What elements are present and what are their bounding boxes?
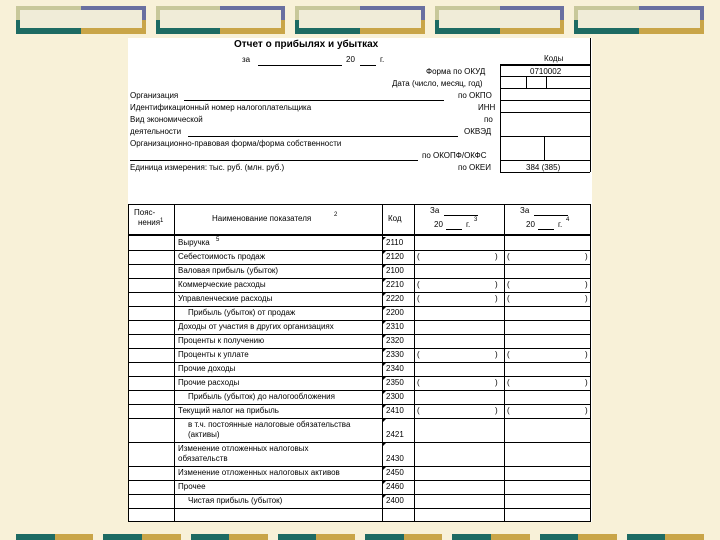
row-name: Выручка <box>178 238 210 247</box>
hdr-name-sup: 2 <box>334 212 338 218</box>
org-label: Организация <box>130 91 179 100</box>
value-cell-period1[interactable] <box>415 320 503 334</box>
value-cell-period2[interactable] <box>505 362 593 376</box>
paren-open: ( <box>507 350 510 359</box>
row-name: Прочее <box>178 482 206 491</box>
row-code: 2210 <box>386 280 404 289</box>
row-name: в т.ч. постоянные налоговые обязательства <box>188 420 351 429</box>
row-code: 2120 <box>386 252 404 261</box>
value-cell-period1[interactable] <box>415 404 503 418</box>
inn-label: Идентификационный номер налогоплательщика <box>130 103 312 112</box>
code-label-po: по <box>484 115 493 124</box>
value-cell-period2[interactable] <box>505 250 593 264</box>
code-label-inn: ИНН <box>478 103 496 112</box>
period-year-suffix: г. <box>380 55 385 64</box>
codes-header: Коды <box>544 54 564 63</box>
row-code: 2400 <box>386 496 404 505</box>
row-code: 2110 <box>386 238 404 247</box>
code-label-okei: по ОКЕИ <box>458 163 491 172</box>
paren-open: ( <box>507 252 510 261</box>
paren-open: ( <box>417 280 420 289</box>
value-cell-period2[interactable] <box>505 278 593 292</box>
code-tick-mark <box>383 405 386 408</box>
paren-close: ) <box>495 280 498 289</box>
value-cell-period2[interactable] <box>505 320 593 334</box>
value-cell-period2[interactable] <box>505 442 593 466</box>
report-form <box>128 38 592 522</box>
legal-form-label: Организационно-правовая форма/форма собственности <box>130 139 342 148</box>
value-cell-period1[interactable] <box>415 390 503 404</box>
code-tick-mark <box>383 279 386 282</box>
hdr-pos-2: нения <box>138 218 161 227</box>
code-tick-mark <box>383 237 386 240</box>
row-name-line2: обязательств <box>178 454 228 463</box>
hdr-p1-sup: 3 <box>474 217 478 223</box>
code-tick-mark <box>383 377 386 380</box>
paren-open: ( <box>417 350 420 359</box>
hdr-p1-g: г. <box>466 220 471 229</box>
paren-close: ) <box>585 378 588 387</box>
row-code: 2200 <box>386 308 404 317</box>
paren-close: ) <box>585 252 588 261</box>
row-code: 2460 <box>386 482 404 491</box>
code-label-okpo: по ОКПО <box>458 91 492 100</box>
code-tick-mark <box>383 307 386 310</box>
value-cell-period2[interactable] <box>505 480 593 494</box>
row-name: Прибыль (убыток) до налогообложения <box>188 392 335 401</box>
paren-close: ) <box>585 406 588 415</box>
paren-open: ( <box>417 378 420 387</box>
row-name: Чистая прибыль (убыток) <box>188 496 283 505</box>
row-code: 2320 <box>386 336 404 345</box>
value-cell-period1[interactable] <box>415 250 503 264</box>
row-code: 2220 <box>386 294 404 303</box>
value-cell-period1[interactable] <box>415 418 503 442</box>
row-code: 2330 <box>386 350 404 359</box>
paren-close: ) <box>495 350 498 359</box>
value-cell-period2[interactable] <box>505 292 593 306</box>
hdr-p2-g: г. <box>558 220 563 229</box>
code-tick-mark <box>383 419 386 422</box>
row-name: Проценты к уплате <box>178 350 249 359</box>
value-cell-period1[interactable] <box>415 466 503 480</box>
row-name: Проценты к получению <box>178 336 265 345</box>
period-year-prefix: 20 <box>346 55 355 64</box>
code-tick-mark <box>383 265 386 268</box>
paren-close: ) <box>495 406 498 415</box>
row-code: 2300 <box>386 392 404 401</box>
top-decoration <box>16 6 704 34</box>
row-name-line2: (активы) <box>188 430 220 439</box>
value-cell-period2[interactable] <box>505 466 593 480</box>
paren-open: ( <box>417 252 420 261</box>
paren-close: ) <box>585 294 588 303</box>
value-cell-period1[interactable] <box>415 278 503 292</box>
value-cell-period1[interactable] <box>415 306 503 320</box>
paren-open: ( <box>507 280 510 289</box>
value-cell-period1[interactable] <box>415 236 503 250</box>
row-code: 2310 <box>386 322 404 331</box>
row-name: Управленческие расходы <box>178 294 273 303</box>
value-cell-period2[interactable] <box>505 404 593 418</box>
row-code: 2410 <box>386 406 404 415</box>
row-name-sup: 5 <box>216 237 220 243</box>
code-tick-mark <box>383 349 386 352</box>
row-name: Текущий налог на прибыль <box>178 406 279 415</box>
paren-open: ( <box>507 406 510 415</box>
paren-open: ( <box>417 294 420 303</box>
bottom-decoration <box>16 534 704 540</box>
paren-open: ( <box>417 406 420 415</box>
row-code: 2350 <box>386 378 404 387</box>
code-tick-mark <box>383 363 386 366</box>
decor-block <box>16 6 146 34</box>
units-label: Единица измерения: тыс. руб. (млн. руб.) <box>130 163 285 172</box>
code-label-okved: ОКВЭД <box>464 127 492 136</box>
row-name: Валовая прибыль (убыток) <box>178 266 279 275</box>
value-cell-period1[interactable] <box>415 442 503 466</box>
period-za: за <box>242 55 251 64</box>
code-tick-mark <box>383 391 386 394</box>
paren-close: ) <box>585 280 588 289</box>
row-name: Коммерческие расходы <box>178 280 266 289</box>
value-cell-period2[interactable] <box>505 418 593 442</box>
value-cell-period2[interactable] <box>505 334 593 348</box>
paren-close: ) <box>585 350 588 359</box>
row-name: Изменение отложенных налоговых <box>178 444 309 453</box>
code-label-okud: Форма по ОКУД <box>426 67 486 76</box>
row-name: Себестоимость продаж <box>178 252 266 261</box>
paren-close: ) <box>495 378 498 387</box>
decor-block <box>156 6 286 34</box>
value-cell-period2[interactable] <box>505 390 593 404</box>
value-cell-period1[interactable] <box>415 292 503 306</box>
row-code: 2430 <box>386 454 404 463</box>
value-cell-period1[interactable] <box>415 376 503 390</box>
row-name: Прочие расходы <box>178 378 240 387</box>
value-cell-period2[interactable] <box>505 236 593 250</box>
code-tick-mark <box>383 335 386 338</box>
code-tick-mark <box>383 321 386 324</box>
hdr-p2-sup: 4 <box>566 217 570 223</box>
code-label-date: Дата (число, месяц, год) <box>392 79 483 88</box>
decor-block <box>574 6 704 34</box>
paren-close: ) <box>495 294 498 303</box>
code-value-okei: 384 (385) <box>526 163 561 172</box>
row-code: 2421 <box>386 430 404 439</box>
activity-label-1: Вид экономической <box>130 115 203 124</box>
hdr-p2-za: За <box>520 206 530 215</box>
hdr-pos-1: Пояс- <box>134 208 156 217</box>
row-name: Прочие доходы <box>178 364 236 373</box>
value-cell-period1[interactable] <box>415 264 503 278</box>
paren-close: ) <box>495 252 498 261</box>
row-name: Доходы от участия в других организациях <box>178 322 334 331</box>
code-label-okopf: по ОКОПФ/ОКФС <box>422 151 487 160</box>
value-cell-period1[interactable] <box>415 362 503 376</box>
value-cell-period1[interactable] <box>415 480 503 494</box>
decor-block <box>435 6 565 34</box>
row-code: 2450 <box>386 468 404 477</box>
value-cell-period2[interactable] <box>505 348 593 362</box>
code-value-okud: 0710002 <box>530 67 562 76</box>
hdr-p2-year: 20 <box>526 220 535 229</box>
hdr-code: Код <box>388 214 402 223</box>
value-cell-period1[interactable] <box>415 494 503 508</box>
row-code: 2340 <box>386 364 404 373</box>
value-cell-period2[interactable] <box>505 264 593 278</box>
code-tick-mark <box>383 481 386 484</box>
code-tick-mark <box>383 443 386 446</box>
row-name: Прибыль (убыток) от продаж <box>188 308 296 317</box>
activity-label-2: деятельности <box>130 127 182 136</box>
code-tick-mark <box>383 251 386 254</box>
code-tick-mark <box>383 293 386 296</box>
value-cell-period2[interactable] <box>505 494 593 508</box>
paren-open: ( <box>507 294 510 303</box>
form-title: Отчет о прибылях и убытках <box>234 39 379 50</box>
decor-block <box>295 6 425 34</box>
value-cell-period2[interactable] <box>505 376 593 390</box>
value-cell-period2[interactable] <box>505 306 593 320</box>
hdr-pos-sup: 1 <box>160 218 164 224</box>
hdr-name: Наименование показателя <box>212 214 312 223</box>
row-code: 2100 <box>386 266 404 275</box>
hdr-p1-za: За <box>430 206 440 215</box>
value-cell-period1[interactable] <box>415 334 503 348</box>
paren-open: ( <box>507 378 510 387</box>
row-name: Изменение отложенных налоговых активов <box>178 468 340 477</box>
value-cell-period1[interactable] <box>415 348 503 362</box>
code-tick-mark <box>383 495 386 498</box>
hdr-p1-year: 20 <box>434 220 443 229</box>
code-tick-mark <box>383 467 386 470</box>
